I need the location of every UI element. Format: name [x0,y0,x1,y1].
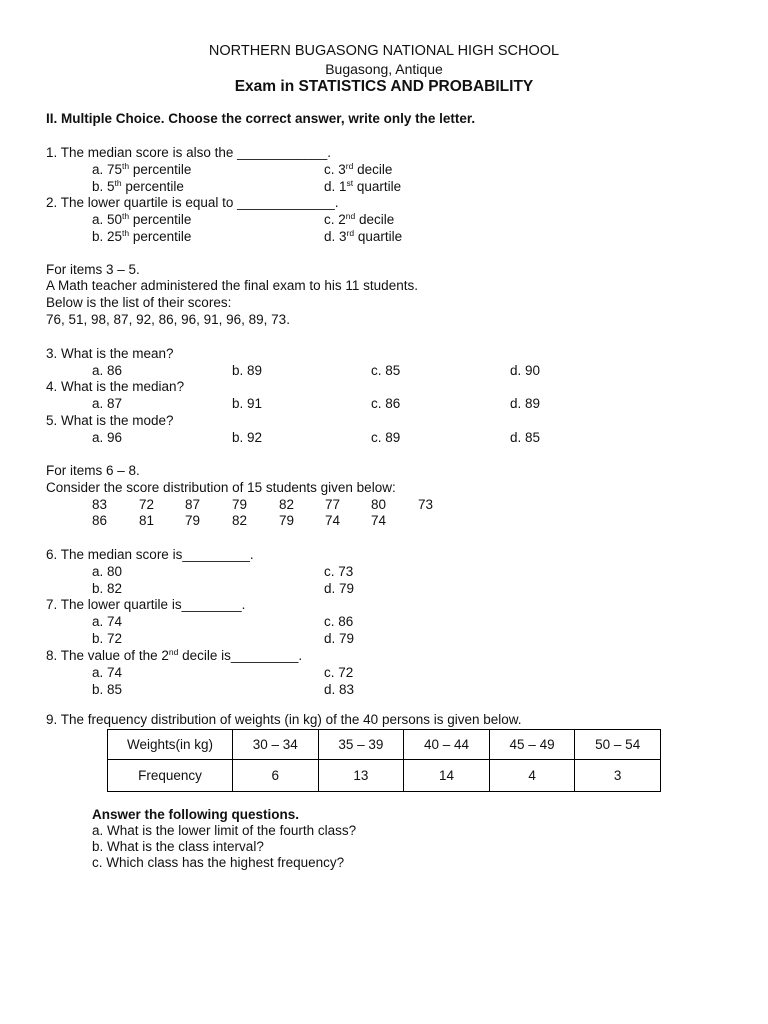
class-interval-cell: 45 – 49 [489,730,575,760]
class-interval-cell: 30 – 34 [233,730,319,760]
frequency-table [107,729,661,792]
question-7: 7. The lower quartile is________. [46,597,246,612]
score-list: 76, 51, 98, 87, 92, 86, 96, 91, 96, 89, 73. [46,312,290,327]
frequency-cell: 3 [575,760,661,792]
class-interval-cell: 50 – 54 [575,730,661,760]
score-value: 87 [185,497,201,512]
q4-choice-b: b. 91 [232,396,263,411]
q3-choice-c: c. 85 [371,363,401,378]
table-header-cell: Frequency [108,760,233,792]
school-name: NORTHERN BUGASONG NATIONAL HIGH SCHOOL [208,43,560,59]
q3-choice-d: d. 90 [510,363,541,378]
q2-choices-row2 [0,229,768,245]
question-8: 8. The value of the 2nd decile is_________. [46,647,303,663]
table-row [108,760,661,792]
q7-choice-a: a. 74 [92,614,123,629]
items-3-5-context: A Math teacher administered the final exam to his 11 students. [46,278,418,293]
question-1: 1. The median score is also the ____________. [46,145,331,160]
subquestion-a: a. What is the lower limit of the fourth class? [92,823,357,838]
exam-title: Exam in STATISTICS AND PROBABILITY [234,78,534,95]
school-location: Bugasong, Antique [325,61,443,77]
q7-choice-b: b. 72 [92,631,123,646]
q3-choices [0,363,768,379]
score-value: 86 [92,513,108,528]
q7-choice-d: d. 79 [324,631,355,646]
score-distribution-row-1 [0,497,768,513]
q8-choices-row1 [0,665,768,681]
q4-choice-c: c. 86 [371,396,401,411]
question-6: 6. The median score is_________. [46,547,254,562]
q1-choices-row2 [0,179,768,195]
score-value: 72 [139,497,155,512]
q1-choice-b: b. 5th percentile [92,178,184,194]
q8-choice-b: b. 85 [92,682,123,697]
q6-choices-row2 [0,581,768,597]
q8-choices-row2 [0,682,768,698]
q6-choice-a: a. 80 [92,564,123,579]
class-interval-cell: 40 – 44 [404,730,490,760]
score-value: 77 [325,497,341,512]
q7-choice-c: c. 86 [324,614,354,629]
score-value: 79 [279,513,295,528]
items-3-5-label: For items 3 – 5. [46,262,140,277]
score-value: 79 [185,513,201,528]
frequency-cell: 4 [489,760,575,792]
q1-choice-c: c. 3rd decile [324,161,393,177]
frequency-cell: 13 [318,760,404,792]
q6-choice-c: c. 73 [324,564,354,579]
items-6-8-context: Consider the score distribution of 15 students given below: [46,480,396,495]
question-2: 2. The lower quartile is equal to _____________. [46,195,339,210]
score-value: 82 [232,513,248,528]
q5-choices [0,430,768,446]
q5-choice-d: d. 85 [510,430,541,445]
q8-choice-d: d. 83 [324,682,355,697]
score-value: 74 [325,513,341,528]
q2-choice-c: c. 2nd decile [324,211,395,227]
q4-choices [0,396,768,412]
q8-choice-c: c. 72 [324,665,354,680]
score-distribution-row-2 [0,513,768,529]
q8-choice-a: a. 74 [92,665,123,680]
frequency-cell: 14 [404,760,490,792]
score-value: 74 [371,513,387,528]
items-3-5-context-2: Below is the list of their scores: [46,295,232,310]
score-value: 79 [232,497,248,512]
q7-choices-row1 [0,614,768,630]
class-interval-cell: 35 – 39 [318,730,404,760]
table-row [108,730,661,760]
q2-choices-row1 [0,212,768,228]
subquestion-c: c. Which class has the highest frequency? [92,855,345,870]
q2-choice-b: b. 25th percentile [92,228,192,244]
score-value: 83 [92,497,108,512]
q7-choices-row2 [0,631,768,647]
q5-choice-b: b. 92 [232,430,263,445]
score-value: 80 [371,497,387,512]
q4-choice-a: a. 87 [92,396,123,411]
q6-choice-b: b. 82 [92,581,123,596]
frequency-cell: 6 [233,760,319,792]
q5-choice-a: a. 96 [92,430,123,445]
answer-subheading: Answer the following questions. [92,807,300,822]
q6-choice-d: d. 79 [324,581,355,596]
q1-choice-d: d. 1st quartile [324,178,402,194]
q1-choice-a: a. 75th percentile [92,161,192,177]
table-header-cell: Weights(in kg) [108,730,233,760]
score-value: 81 [139,513,155,528]
q3-choice-a: a. 86 [92,363,123,378]
q2-choice-d: d. 3rd quartile [324,228,403,244]
subquestion-b: b. What is the class interval? [92,839,264,854]
score-value: 82 [279,497,295,512]
q2-choice-a: a. 50th percentile [92,211,192,227]
items-6-8-label: For items 6 – 8. [46,463,140,478]
question-4: 4. What is the median? [46,379,185,394]
q6-choices-row1 [0,564,768,580]
question-5: 5. What is the mode? [46,413,174,428]
score-value: 73 [418,497,434,512]
question-9: 9. The frequency distribution of weights (in kg) of the 40 persons is given below. [46,712,522,727]
instructions: II. Multiple Choice. Choose the correct answer, write only the letter. [46,111,476,126]
q1-choices-row1 [0,162,768,178]
question-3: 3. What is the mean? [46,346,174,361]
q4-choice-d: d. 89 [510,396,541,411]
q3-choice-b: b. 89 [232,363,263,378]
q5-choice-c: c. 89 [371,430,401,445]
